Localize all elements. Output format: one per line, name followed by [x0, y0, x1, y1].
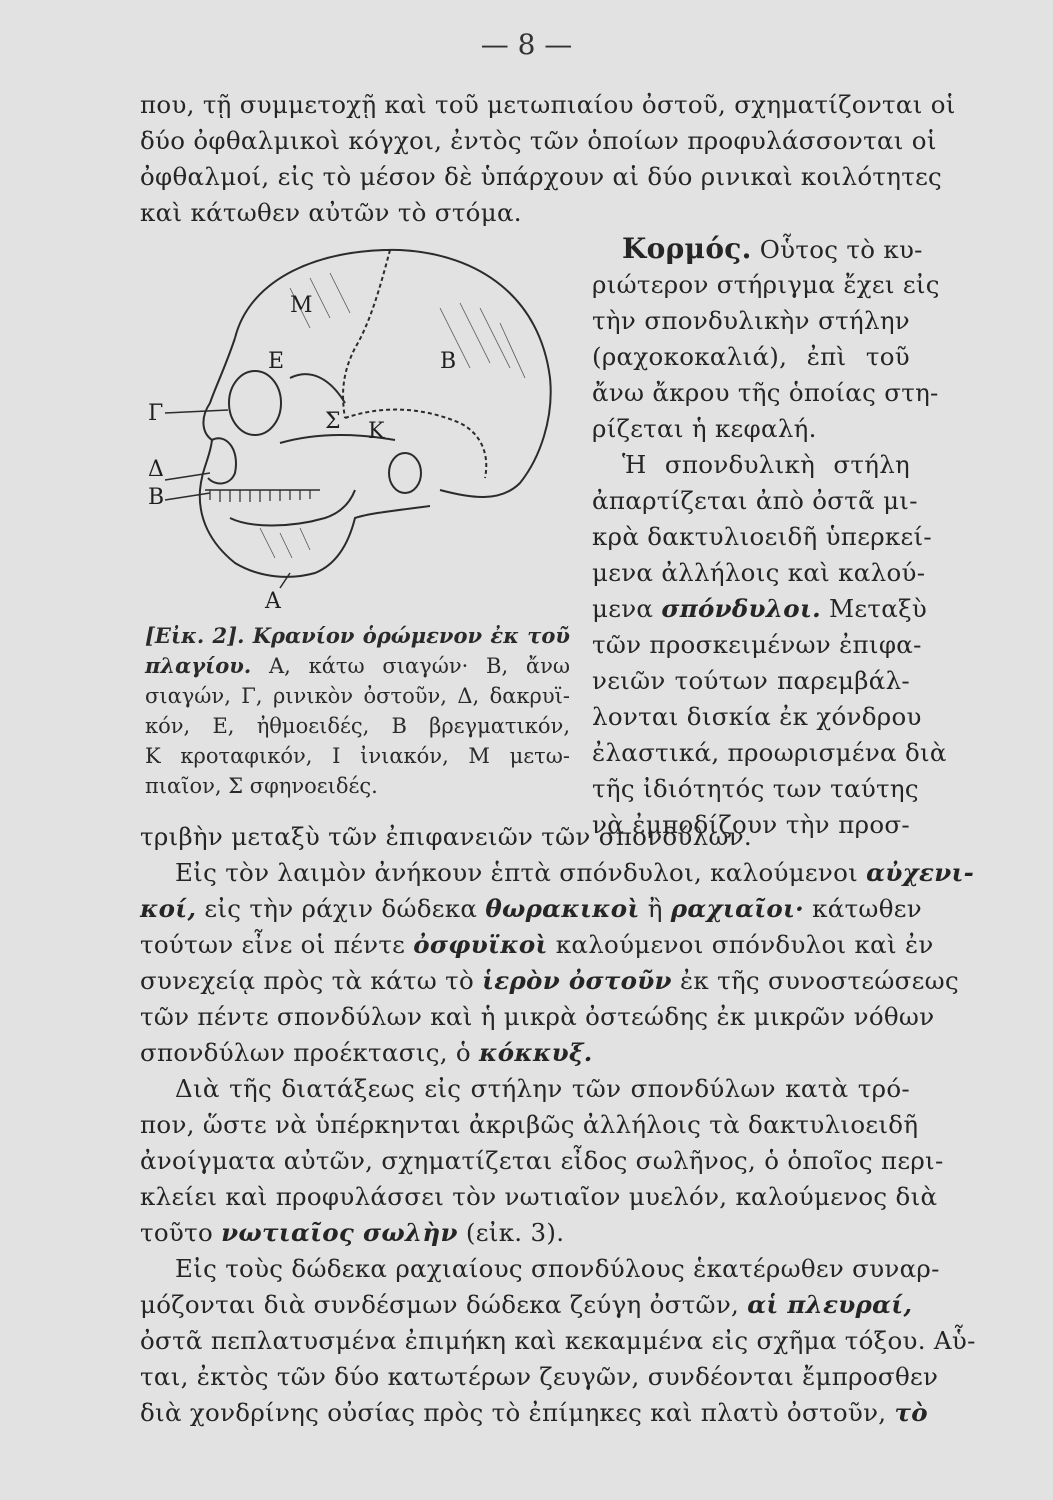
- label-A: Α: [265, 589, 281, 614]
- text-span: διὰ χονδρίνης οὐσίας πρὸς τὸ ἐπίμηκες καὶ πλατὺ ὀστοῦν,: [140, 1398, 895, 1427]
- text-line: κρὰ δακτυλιοειδῆ ὑπερκεί-: [592, 522, 932, 551]
- page-number: — 8 —: [480, 28, 573, 61]
- skull-drawing: [140, 228, 580, 618]
- text-span: μενα: [592, 594, 662, 623]
- text-span: συνεχείᾳ πρὸς τὰ κάτω τὸ: [140, 966, 483, 995]
- figure-caption-line: πιαῖον, Σ σφηνοειδές.: [145, 774, 378, 798]
- caption-title: πλαγίου.: [145, 653, 252, 678]
- text-span: Μεταξὺ: [820, 594, 928, 623]
- caption-text: Α, κάτω σιαγών· Β, ἄνω: [251, 654, 570, 678]
- text-line: τῶν πέντε σπονδύλων καὶ ἡ μικρὰ ὀστεώδης ἐκ μικρῶν νόθων: [140, 1002, 935, 1031]
- text-line: ὀφθαλμοί, εἰς τὸ μέσον δὲ ὑπάρχουν αἱ δύο ρινικαὶ κοιλότητες: [140, 162, 943, 191]
- caption-ref: [Εἰκ. 2].: [145, 623, 245, 648]
- text-line: [140, 1396, 928, 1430]
- figure-caption-line: [145, 652, 570, 681]
- caption-title: Κρανίον ὁρώμενον ἐκ τοῦ: [244, 623, 571, 648]
- text-line: νειῶν τούτων παρεμβάλ-: [592, 666, 910, 695]
- skull-figure: [140, 228, 580, 618]
- term: ἱερὸν ὀστοῦν: [482, 966, 672, 995]
- text-line: τριβὴν μεταξὺ τῶν ἐπιφανειῶν τῶν σπονδύλων.: [140, 822, 753, 851]
- text-line: λονται δισκία ἐκ χόνδρου: [592, 702, 922, 731]
- text-line: μενα ἀλλήλοις καὶ καλού-: [592, 558, 926, 587]
- label-M: Μ: [290, 293, 313, 318]
- figure-caption-line: κόν, Ε, ἠθμοειδές, Β βρεγματικόν,: [145, 714, 570, 738]
- term: ραχιαῖοι·: [670, 894, 805, 923]
- text-line: [140, 1216, 564, 1250]
- text-line: ται, ἐκτὸς τῶν δύο κατωτέρων ζευγῶν, συνδέονται ἔμπροσθεν: [140, 1362, 939, 1391]
- text-line: Διὰ τῆς διατάξεως εἰς στήλην τῶν σπονδύλων κατὰ τρό-: [175, 1074, 910, 1103]
- text-span: τούτων εἶνε οἱ πέντε: [140, 930, 414, 959]
- text-span: Οὗτος τὸ κυ-: [751, 235, 923, 264]
- text-span: μόζονται διὰ συνδέσμων δώδεκα ζεύγη ὀστῶν,: [140, 1290, 748, 1319]
- label-Delta: Δ: [148, 457, 164, 482]
- figure-caption-line: [145, 622, 570, 651]
- term: αἱ πλευραί,: [747, 1290, 913, 1319]
- text-line: τὴν σπονδυλικὴν στήλην: [592, 306, 910, 335]
- text-line: Ἡ σπονδυλικὴ στήλη: [622, 450, 910, 479]
- text-span: τοῦτο: [140, 1218, 222, 1247]
- text-line: δύο ὀφθαλμικοὶ κόγχοι, ἐντὸς τῶν ὁποίων προφυλάσσονται οἱ: [140, 126, 937, 155]
- term: κοί,: [140, 894, 197, 923]
- label-Sigma: Σ: [325, 409, 341, 434]
- text-line: [175, 856, 975, 890]
- section-heading: Κορμός.: [622, 232, 752, 265]
- text-line: τῆς ἰδιότητός των ταύτης: [592, 774, 919, 803]
- section-heading-line: [622, 232, 923, 267]
- text-line: ἀπαρτίζεται ἀπὸ ὀστᾶ μι-: [592, 486, 918, 515]
- label-E: Ε: [268, 349, 285, 374]
- text-line: [140, 928, 934, 962]
- term: τὸ: [894, 1398, 928, 1427]
- text-line: που, τῇ συμμετοχῇ καὶ τοῦ μετωπιαίου ὀστοῦ, σχηματίζονται οἱ: [140, 90, 956, 119]
- term: νωτιαῖος σωλὴν: [221, 1218, 458, 1247]
- text-line: (ραχοκοκαλιά), ἐπὶ τοῦ: [592, 342, 910, 371]
- label-B-upper: Β: [440, 349, 457, 374]
- text-span: Εἰς τὸν λαιμὸν ἀνήκουν ἑπτὰ σπόνδυλοι, καλούμενοι: [175, 858, 867, 887]
- text-span: ἢ: [639, 894, 671, 923]
- term: αὐχενι-: [866, 858, 975, 887]
- text-line: ὀστᾶ πεπλατυσμένα ἐπιμήκη καὶ κεκαμμένα εἰς σχῆμα τόξου. Αὗ-: [140, 1326, 976, 1355]
- text-span: σπονδύλων προέκτασις, ὁ: [140, 1038, 480, 1067]
- text-line: τῶν προσκειμένων ἐπιφα-: [592, 630, 922, 659]
- text-span: καλούμενοι σπόνδυλοι καὶ ἐν: [547, 930, 934, 959]
- label-Gamma: Γ: [148, 401, 164, 426]
- text-line: [140, 1036, 593, 1070]
- term: θωρακικοὶ: [485, 894, 640, 923]
- text-line: νὰ ἐμποδίζουν τὴν προσ-: [592, 810, 910, 839]
- text-line: ἐλαστικά, προωρισμένα διὰ: [592, 738, 947, 767]
- term: κόκκυξ.: [479, 1038, 593, 1067]
- text-line: πον, ὥστε νὰ ὑπέρκηνται ἀκριβῶς ἀλλήλοις τὰ δακτυλιοειδῆ: [140, 1110, 919, 1139]
- text-line: [140, 892, 922, 926]
- term: ὀσφυϊκοὶ: [413, 930, 548, 959]
- text-span: ἐκ τῆς συνοστεώσεως: [671, 966, 959, 995]
- text-line: [140, 1288, 913, 1322]
- text-line: καὶ κάτωθεν αὐτῶν τὸ στόμα.: [140, 198, 522, 227]
- text-span: εἰς τὴν ράχιν δώδεκα: [196, 894, 486, 923]
- term-spondyloi: σπόνδυλοι.: [661, 594, 821, 623]
- label-B-lower: Β: [148, 485, 165, 510]
- figure-caption-line: σιαγών, Γ, ρινικὸν ὀστοῦν, Δ, δακρυϊ-: [145, 684, 570, 708]
- text-span: (εἰκ. 3).: [457, 1218, 565, 1247]
- text-line: Εἰς τοὺς δώδεκα ραχιαίους σπονδύλους ἑκατέρωθεν συναρ-: [175, 1254, 940, 1283]
- text-line: κλείει καὶ προφυλάσσει τὸν νωτιαῖον μυελόν, καλούμενος διὰ: [140, 1182, 938, 1211]
- label-K: Κ: [368, 419, 385, 444]
- text-span: κάτωθεν: [804, 894, 922, 923]
- text-line: ἄνω ἄκρου τῆς ὁποίας στη-: [592, 378, 939, 407]
- text-line: [140, 964, 959, 998]
- text-line: [592, 592, 928, 626]
- figure-caption-line: Κ κροταφικόν, Ι ἰνιακόν, Μ μετω-: [145, 744, 570, 768]
- text-line: ριώτερον στήριγμα ἔχει εἰς: [592, 270, 940, 299]
- text-line: ἀνοίγματα αὐτῶν, σχηματίζεται εἶδος σωλῆνος, ὁ ὁποῖος περι-: [140, 1146, 944, 1175]
- text-line: ρίζεται ἡ κεφαλή.: [592, 414, 817, 443]
